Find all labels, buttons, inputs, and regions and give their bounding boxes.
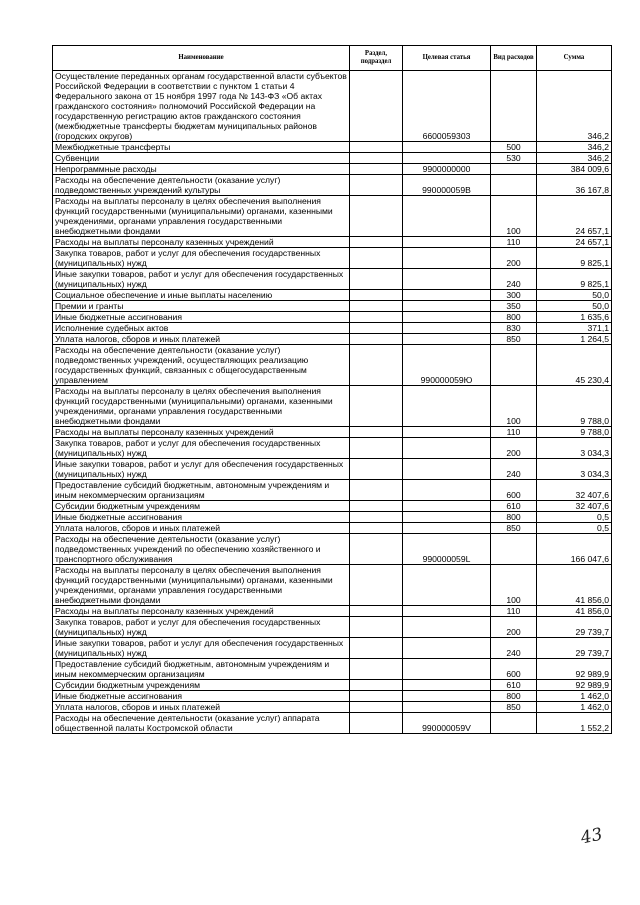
- cell-section: [350, 345, 403, 386]
- cell-kind: 100: [491, 565, 537, 606]
- cell-section: [350, 290, 403, 301]
- cell-sum: 346,2: [537, 153, 612, 164]
- cell-target: [403, 691, 491, 702]
- cell-sum: 41 856,0: [537, 606, 612, 617]
- cell-kind: 300: [491, 290, 537, 301]
- cell-name: Иные закупки товаров, работ и услуг для обеспечения государственных (муниципальных) нужд: [53, 459, 350, 480]
- cell-name: Межбюджетные трансферты: [53, 142, 350, 153]
- table-row: [53, 459, 612, 480]
- cell-kind: 600: [491, 659, 537, 680]
- cell-section: [350, 301, 403, 312]
- table-row: [53, 691, 612, 702]
- table-row: [53, 312, 612, 323]
- cell-sum: 346,2: [537, 71, 612, 142]
- cell-section: [350, 606, 403, 617]
- cell-kind: 100: [491, 196, 537, 237]
- cell-sum: 0,5: [537, 523, 612, 534]
- cell-sum: 1 552,2: [537, 713, 612, 734]
- cell-section: [350, 153, 403, 164]
- table-row: [53, 427, 612, 438]
- cell-section: [350, 312, 403, 323]
- cell-kind: 610: [491, 680, 537, 691]
- cell-kind: 850: [491, 334, 537, 345]
- cell-sum: 92 989,9: [537, 659, 612, 680]
- cell-target: [403, 290, 491, 301]
- cell-name: Уплата налогов, сборов и иных платежей: [53, 334, 350, 345]
- cell-sum: 3 034,3: [537, 438, 612, 459]
- cell-sum: 1 462,0: [537, 702, 612, 713]
- cell-kind: 110: [491, 237, 537, 248]
- cell-section: [350, 196, 403, 237]
- budget-table: [52, 45, 612, 734]
- cell-sum: 92 989,9: [537, 680, 612, 691]
- cell-section: [350, 248, 403, 269]
- cell-kind: [491, 164, 537, 175]
- cell-name: Уплата налогов, сборов и иных платежей: [53, 523, 350, 534]
- header-target: Целевая статья: [403, 46, 491, 71]
- table-row: [53, 164, 612, 175]
- cell-section: [350, 164, 403, 175]
- cell-name: Расходы на выплаты персоналу казенных учреждений: [53, 606, 350, 617]
- table-row: [53, 638, 612, 659]
- cell-sum: 3 034,3: [537, 459, 612, 480]
- cell-target: [403, 702, 491, 713]
- table-row: [53, 386, 612, 427]
- cell-target: [403, 427, 491, 438]
- cell-target: 990000059V: [403, 713, 491, 734]
- cell-target: [403, 237, 491, 248]
- cell-name: Расходы на выплаты персоналу в целях обеспечения выполнения функций государственными (муниципальными) органами, казенными учреждениями, органами управления государственными внебюджетными фондами: [53, 565, 350, 606]
- cell-kind: 240: [491, 269, 537, 290]
- table-row: [53, 534, 612, 565]
- table-row: [53, 512, 612, 523]
- cell-name: Закупка товаров, работ и услуг для обеспечения государственных (муниципальных) нужд: [53, 248, 350, 269]
- cell-sum: 41 856,0: [537, 565, 612, 606]
- cell-sum: 32 407,6: [537, 501, 612, 512]
- table-row: [53, 175, 612, 196]
- table-row: [53, 702, 612, 713]
- cell-target: [403, 269, 491, 290]
- cell-sum: 29 739,7: [537, 617, 612, 638]
- cell-target: [403, 617, 491, 638]
- cell-section: [350, 523, 403, 534]
- cell-target: [403, 301, 491, 312]
- cell-section: [350, 691, 403, 702]
- header-row: [53, 46, 612, 71]
- cell-sum: 1 462,0: [537, 691, 612, 702]
- cell-name: Исполнение судебных актов: [53, 323, 350, 334]
- page-number: 43: [579, 824, 605, 849]
- cell-section: [350, 323, 403, 334]
- cell-section: [350, 334, 403, 345]
- cell-sum: 1 264,5: [537, 334, 612, 345]
- cell-target: [403, 153, 491, 164]
- cell-name: Иные бюджетные ассигнования: [53, 312, 350, 323]
- cell-name: Иные закупки товаров, работ и услуг для обеспечения государственных (муниципальных) нужд: [53, 638, 350, 659]
- cell-sum: 371,1: [537, 323, 612, 334]
- cell-target: [403, 323, 491, 334]
- table-row: [53, 71, 612, 142]
- cell-section: [350, 534, 403, 565]
- cell-section: [350, 237, 403, 248]
- cell-kind: 800: [491, 312, 537, 323]
- cell-name: Премии и гранты: [53, 301, 350, 312]
- cell-section: [350, 386, 403, 427]
- cell-target: [403, 386, 491, 427]
- cell-kind: 110: [491, 606, 537, 617]
- cell-kind: [491, 71, 537, 142]
- table-row: [53, 659, 612, 680]
- table-row: [53, 269, 612, 290]
- cell-section: [350, 617, 403, 638]
- cell-section: [350, 480, 403, 501]
- table-row: [53, 290, 612, 301]
- cell-section: [350, 680, 403, 691]
- cell-kind: 500: [491, 142, 537, 153]
- cell-target: [403, 523, 491, 534]
- header-kind: Вид расходов: [491, 46, 537, 71]
- cell-section: [350, 427, 403, 438]
- cell-name: Иные бюджетные ассигнования: [53, 691, 350, 702]
- table-header: [53, 46, 612, 71]
- cell-target: [403, 512, 491, 523]
- cell-target: [403, 334, 491, 345]
- cell-kind: [491, 175, 537, 196]
- cell-target: 990000059B: [403, 175, 491, 196]
- table-row: [53, 438, 612, 459]
- cell-kind: 240: [491, 638, 537, 659]
- cell-kind: [491, 345, 537, 386]
- cell-target: [403, 638, 491, 659]
- table-row: [53, 153, 612, 164]
- cell-name: Расходы на выплаты персоналу казенных учреждений: [53, 427, 350, 438]
- cell-name: Непрограммные расходы: [53, 164, 350, 175]
- header-name: Наименование: [53, 46, 350, 71]
- cell-sum: 24 657,1: [537, 196, 612, 237]
- cell-kind: 200: [491, 438, 537, 459]
- table-row: [53, 606, 612, 617]
- header-sum: Сумма: [537, 46, 612, 71]
- cell-name: Закупка товаров, работ и услуг для обеспечения государственных (муниципальных) нужд: [53, 438, 350, 459]
- cell-kind: 350: [491, 301, 537, 312]
- cell-section: [350, 565, 403, 606]
- cell-name: Расходы на обеспечение деятельности (оказание услуг) подведомственных учреждений, осуществляющих реализацию государственных функций, связанных с общегосударственным управлением: [53, 345, 350, 386]
- cell-target: [403, 606, 491, 617]
- cell-kind: 200: [491, 617, 537, 638]
- cell-name: Расходы на обеспечение деятельности (оказание услуг) подведомственных учреждений по обеспечению хозяйственного и транспортного обслуживания: [53, 534, 350, 565]
- cell-name: Предоставление субсидий бюджетным, автономным учреждениям и иным некоммерческим организациям: [53, 659, 350, 680]
- cell-kind: 800: [491, 512, 537, 523]
- table-body: [53, 71, 612, 734]
- cell-sum: 9 788,0: [537, 427, 612, 438]
- cell-section: [350, 175, 403, 196]
- cell-target: [403, 501, 491, 512]
- cell-sum: 9 825,1: [537, 269, 612, 290]
- cell-section: [350, 269, 403, 290]
- cell-name: Расходы на выплаты персоналу в целях обеспечения выполнения функций государственными (муниципальными) органами, казенными учреждениями, органами управления государственными внебюджетными фондами: [53, 386, 350, 427]
- table-row: [53, 680, 612, 691]
- cell-target: [403, 248, 491, 269]
- cell-name: Расходы на обеспечение деятельности (оказание услуг) подведомственных учреждений культуры: [53, 175, 350, 196]
- table-row: [53, 565, 612, 606]
- cell-target: [403, 480, 491, 501]
- table-row: [53, 142, 612, 153]
- cell-sum: 166 047,6: [537, 534, 612, 565]
- header-section: Раздел, подраздел: [350, 46, 403, 71]
- cell-section: [350, 142, 403, 153]
- cell-section: [350, 512, 403, 523]
- cell-target: 6600059303: [403, 71, 491, 142]
- cell-sum: 29 739,7: [537, 638, 612, 659]
- cell-target: [403, 196, 491, 237]
- cell-kind: 850: [491, 702, 537, 713]
- cell-sum: 50,0: [537, 301, 612, 312]
- cell-target: [403, 459, 491, 480]
- cell-target: [403, 680, 491, 691]
- table-row: [53, 480, 612, 501]
- cell-name: Закупка товаров, работ и услуг для обеспечения государственных (муниципальных) нужд: [53, 617, 350, 638]
- cell-kind: 240: [491, 459, 537, 480]
- cell-kind: 100: [491, 386, 537, 427]
- cell-target: 9900000000: [403, 164, 491, 175]
- cell-sum: 9 825,1: [537, 248, 612, 269]
- cell-section: [350, 438, 403, 459]
- cell-target: [403, 565, 491, 606]
- cell-name: Социальное обеспечение и иные выплаты населению: [53, 290, 350, 301]
- cell-target: [403, 438, 491, 459]
- table-row: [53, 334, 612, 345]
- table-row: [53, 523, 612, 534]
- cell-name: Субсидии бюджетным учреждениям: [53, 501, 350, 512]
- cell-section: [350, 713, 403, 734]
- cell-sum: 45 230,4: [537, 345, 612, 386]
- cell-target: 990000059L: [403, 534, 491, 565]
- table-row: [53, 237, 612, 248]
- cell-kind: [491, 713, 537, 734]
- table-row: [53, 301, 612, 312]
- cell-name: Субсидии бюджетным учреждениям: [53, 680, 350, 691]
- cell-sum: 32 407,6: [537, 480, 612, 501]
- cell-name: Субвенции: [53, 153, 350, 164]
- cell-name: Осуществление переданных органам государственной власти субъектов Российской Федерации в соответствии с пунктом 1 статьи 4 Федерального закона от 15 ноября 1997 года № 143-ФЗ «Об актах гражданского состояния» полномочий Российской Федерации на государственную регистрацию актов гражданского состояния (межбюджетные трансферты бюджетам муниципальных районов (городских округов): [53, 71, 350, 142]
- cell-target: [403, 312, 491, 323]
- cell-kind: 110: [491, 427, 537, 438]
- cell-kind: [491, 534, 537, 565]
- table-row: [53, 196, 612, 237]
- table-row: [53, 713, 612, 734]
- cell-sum: 0,5: [537, 512, 612, 523]
- cell-section: [350, 501, 403, 512]
- cell-sum: 36 167,8: [537, 175, 612, 196]
- table-row: [53, 617, 612, 638]
- cell-sum: 384 009,6: [537, 164, 612, 175]
- cell-sum: 346,2: [537, 142, 612, 153]
- cell-sum: 1 635,6: [537, 312, 612, 323]
- table-row: [53, 248, 612, 269]
- cell-sum: 24 657,1: [537, 237, 612, 248]
- cell-kind: 600: [491, 480, 537, 501]
- cell-name: Расходы на обеспечение деятельности (оказание услуг) аппарата общественной палаты Костромской области: [53, 713, 350, 734]
- cell-target: [403, 659, 491, 680]
- cell-target: 990000059Ю: [403, 345, 491, 386]
- cell-name: Уплата налогов, сборов и иных платежей: [53, 702, 350, 713]
- cell-target: [403, 142, 491, 153]
- cell-section: [350, 71, 403, 142]
- table-row: [53, 323, 612, 334]
- cell-kind: 800: [491, 691, 537, 702]
- cell-kind: 610: [491, 501, 537, 512]
- cell-kind: 200: [491, 248, 537, 269]
- cell-kind: 530: [491, 153, 537, 164]
- cell-name: Расходы на выплаты персоналу в целях обеспечения выполнения функций государственными (муниципальными) органами, казенными учреждениями, органами управления государственными внебюджетными фондами: [53, 196, 350, 237]
- cell-section: [350, 459, 403, 480]
- cell-sum: 50,0: [537, 290, 612, 301]
- table-row: [53, 345, 612, 386]
- cell-kind: 850: [491, 523, 537, 534]
- cell-name: Иные закупки товаров, работ и услуг для обеспечения государственных (муниципальных) нужд: [53, 269, 350, 290]
- table-row: [53, 501, 612, 512]
- cell-section: [350, 702, 403, 713]
- cell-sum: 9 788,0: [537, 386, 612, 427]
- cell-name: Расходы на выплаты персоналу казенных учреждений: [53, 237, 350, 248]
- cell-kind: 830: [491, 323, 537, 334]
- cell-name: Иные бюджетные ассигнования: [53, 512, 350, 523]
- cell-section: [350, 638, 403, 659]
- cell-name: Предоставление субсидий бюджетным, автономным учреждениям и иным некоммерческим организациям: [53, 480, 350, 501]
- cell-section: [350, 659, 403, 680]
